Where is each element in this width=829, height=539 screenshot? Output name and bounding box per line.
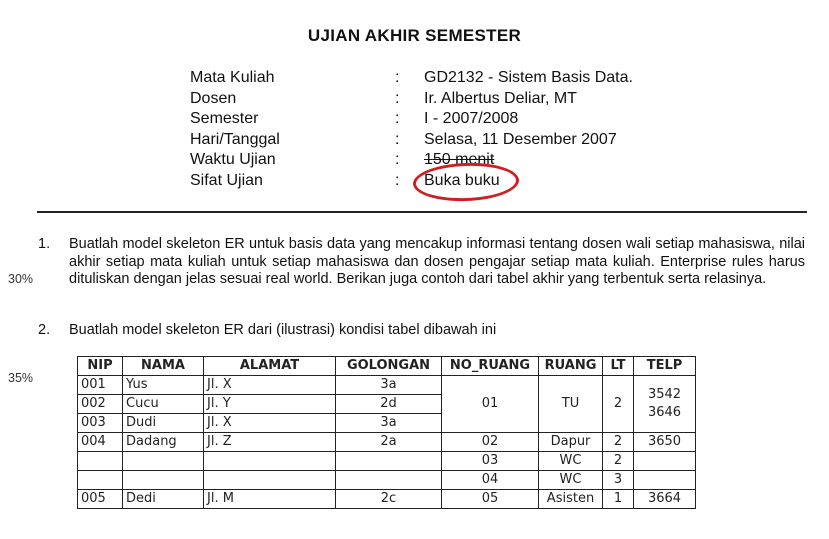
- table-row: [78, 433, 696, 452]
- column-header-nama: NAMA: [123, 357, 204, 376]
- telp-value: 3542: [647, 387, 682, 402]
- cell-lt: 2: [603, 452, 634, 471]
- info-label: Waktu Ujian: [190, 151, 276, 168]
- cell-alamat: Jl. Y: [204, 395, 336, 414]
- question-1-score: 30%: [8, 272, 34, 286]
- cell-telp: [634, 376, 696, 433]
- cell-nama: Dadang: [123, 433, 204, 452]
- cell-nip: 001: [78, 376, 123, 395]
- question-2-text: Buatlah model skeleton ER dari (ilustrasi) kondisi tabel dibawah ini: [69, 322, 497, 338]
- cell-nama: [123, 452, 204, 471]
- info-value: Ir. Albertus Deliar, MT: [424, 90, 577, 107]
- cell-lt: 3: [603, 471, 634, 490]
- cell-telp: 3664: [634, 490, 696, 509]
- cell-nama: Dudi: [123, 414, 204, 433]
- info-value: I - 2007/2008: [424, 110, 519, 127]
- info-colon: :: [395, 131, 400, 148]
- data-table: [77, 356, 696, 509]
- info-label: Sifat Ujian: [190, 172, 263, 189]
- cell-alamat: [204, 452, 336, 471]
- cell-nama: Yus: [123, 376, 204, 395]
- cell-telp: 3650: [634, 433, 696, 452]
- info-row-hari-tanggal: [190, 129, 710, 150]
- cell-nama: Cucu: [123, 395, 204, 414]
- cell-alamat: [204, 471, 336, 490]
- cell-nama: [123, 471, 204, 490]
- cell-alamat: Jl. M: [204, 490, 336, 509]
- info-value: Buka buku: [424, 172, 500, 189]
- table-row: [78, 471, 696, 490]
- cell-telp: [634, 452, 696, 471]
- info-colon: :: [395, 69, 400, 86]
- telp-value: 3646: [647, 405, 682, 420]
- cell-lt: 2: [603, 376, 634, 433]
- question-2-score: 35%: [8, 371, 34, 385]
- question-1-number: 1.: [38, 236, 51, 252]
- info-label: Mata Kuliah: [190, 69, 275, 86]
- cell-lt: 2: [603, 433, 634, 452]
- column-header-lt: LT: [603, 357, 634, 376]
- column-header-no-ruang: NO_RUANG: [442, 357, 539, 376]
- exam-title: UJIAN AKHIR SEMESTER: [307, 26, 522, 45]
- question-1-text: Buatlah model skeleton ER untuk basis data yang mencakup informasi tentang dosen wali setiap mahasiswa, nilai akhir setiap mata kuliah untuk setiap mahasiswa dan dosen pengajar setiap mata kuliah. Enterprise rules harus dituliskan dengan jelas sesuai real world. Berikan juga contoh dari tabel akhir yang terbentuk serta relasinya.: [69, 236, 805, 287]
- table-row: [78, 490, 696, 509]
- cell-golongan: 2d: [336, 395, 442, 414]
- table-header-row: [78, 357, 696, 376]
- header-divider: [37, 211, 807, 213]
- info-value: Selasa, 11 Desember 2007: [424, 131, 617, 148]
- cell-nip: 004: [78, 433, 123, 452]
- cell-nama: Dedi: [123, 490, 204, 509]
- cell-nip: [78, 452, 123, 471]
- cell-golongan: [336, 471, 442, 490]
- cell-nip: 005: [78, 490, 123, 509]
- info-row-dosen: [190, 88, 710, 109]
- info-value: GD2132 - Sistem Basis Data.: [424, 69, 633, 86]
- column-header-alamat: ALAMAT: [204, 357, 336, 376]
- cell-no-ruang: 02: [442, 433, 539, 452]
- cell-no-ruang: 01: [442, 376, 539, 433]
- info-colon: :: [395, 172, 400, 189]
- info-label: Semester: [190, 110, 259, 127]
- cell-golongan: 3a: [336, 376, 442, 395]
- cell-lt: 1: [603, 490, 634, 509]
- column-header-golongan: GOLONGAN: [336, 357, 442, 376]
- info-label: Dosen: [190, 90, 237, 107]
- cell-alamat: Jl. X: [204, 376, 336, 395]
- cell-golongan: 2c: [336, 490, 442, 509]
- table-row: [78, 452, 696, 471]
- info-colon: :: [395, 90, 400, 107]
- info-value: 150 menit: [424, 151, 495, 168]
- cell-ruang: TU: [539, 376, 603, 433]
- info-row-semester: [190, 108, 710, 129]
- cell-ruang: Dapur: [539, 433, 603, 452]
- cell-nip: 002: [78, 395, 123, 414]
- cell-no-ruang: 05: [442, 490, 539, 509]
- cell-golongan: [336, 452, 442, 471]
- cell-golongan: 3a: [336, 414, 442, 433]
- column-header-ruang: RUANG: [539, 357, 603, 376]
- info-label: Hari/Tanggal: [190, 131, 280, 148]
- info-colon: :: [395, 110, 400, 127]
- cell-no-ruang: 03: [442, 452, 539, 471]
- info-colon: :: [395, 151, 400, 168]
- cell-ruang: WC: [539, 452, 603, 471]
- cell-nip: 003: [78, 414, 123, 433]
- cell-alamat: Jl. X: [204, 414, 336, 433]
- info-row-mata-kuliah: [190, 67, 710, 88]
- cell-nip: [78, 471, 123, 490]
- cell-ruang: Asisten: [539, 490, 603, 509]
- question-2-number: 2.: [38, 322, 51, 338]
- table-row: [78, 376, 696, 395]
- cell-ruang: WC: [539, 471, 603, 490]
- cell-alamat: Jl. Z: [204, 433, 336, 452]
- cell-no-ruang: 04: [442, 471, 539, 490]
- column-header-nip: NIP: [78, 357, 123, 376]
- column-header-telp: TELP: [634, 357, 696, 376]
- cell-golongan: 2a: [336, 433, 442, 452]
- cell-telp: [634, 471, 696, 490]
